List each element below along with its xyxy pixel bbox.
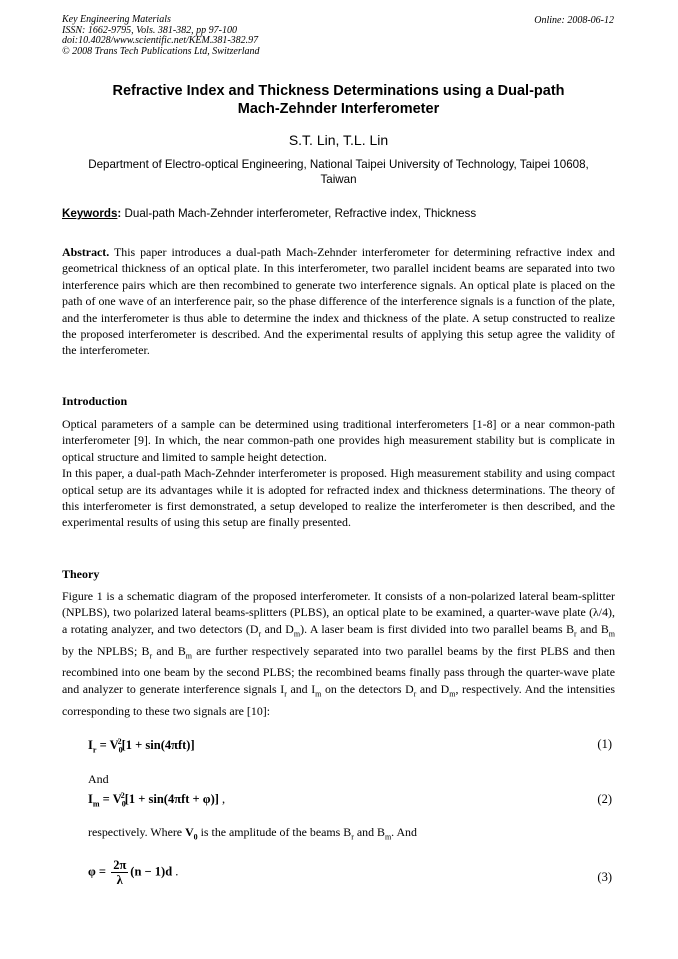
- equation-3-number: (3): [597, 870, 612, 884]
- keywords: [62, 207, 622, 220]
- theory-paragraph: [62, 588, 615, 719]
- paper-title: [62, 82, 615, 118]
- keywords-text: Dual-path Mach-Zehnder interferometer, Refractive index, Thickness: [121, 207, 477, 220]
- respectively-text: and B: [353, 825, 385, 839]
- respectively-text: respectively. Where: [88, 825, 186, 839]
- introduction-para-2: In this paper, a dual-path Mach-Zehnder interferometer is proposed. High measurement stability and using compact optical setup are its advantages while it is adopted for refracted index and thickness determinations. The theory of this interferometer is first demonstrated, a setup developed to realize the interferometer is then described, and the experimental results of using this setup are finally presented.: [62, 466, 615, 530]
- authors: S.T. Lin, T.L. Lin: [288, 132, 389, 148]
- journal-header: [62, 15, 260, 57]
- subscript: m: [293, 629, 301, 639]
- theory-text: Figure 1 is a schematic diagram of the proposed interferometer. It consists of a non-polarized lateral beam-splitter (NPLBS), two polarized lateral beams-splitters (PLBS), an optical plate to be examined, a quarter-wave plate (λ/4), a rotating analyzer, and two detectors (D: [62, 589, 615, 636]
- issn-line: ISSN: 1662-9795, Vols. 381-382, pp 97-100: [62, 24, 237, 36]
- equation-2-number: (2): [597, 792, 612, 806]
- doi-line: doi:10.4028/www.scientific.net/KEM.381-382.97: [62, 35, 259, 46]
- and-label: And: [88, 772, 109, 786]
- introduction-para-1: Optical parameters of a sample can be determined using traditional interferometers [1-8] or a near common-path interferometer [9]. In which, the near common-path one provides high measurement stability but is complicate in optical structure and limited to sample height detection.: [62, 417, 615, 464]
- journal-name: Key Engineering Materials: [62, 14, 171, 25]
- subscript: 0: [193, 832, 198, 842]
- theory-heading: Theory: [62, 567, 100, 581]
- introduction-body: [62, 416, 615, 531]
- respectively-text: is the amplitude of the beams B: [197, 825, 352, 839]
- subscript: m: [185, 650, 193, 660]
- online-date: Online: 2008-06-12: [534, 15, 614, 26]
- copyright-line: © 2008 Trans Tech Publications Ltd, Switzerland: [62, 45, 260, 57]
- theory-text: and I: [286, 681, 316, 696]
- affiliation-line-1: Department of Electro-optical Engineering, National Taipei University of Technology, Taipei 10608,: [88, 158, 589, 171]
- subscript: r: [258, 629, 262, 639]
- title-line-1: Refractive Index and Thickness Determinations using a Dual-path: [112, 83, 565, 99]
- subscript: m: [384, 832, 392, 842]
- equation-1-number: (1): [597, 737, 612, 751]
- subscript: r: [351, 832, 354, 842]
- v0-symbol: V: [185, 825, 194, 839]
- equation-1: $I_r = V_0^2[1 + \sin(4\pi ft)]$: [88, 737, 195, 755]
- theory-text: are further respectively separated into two parallel beams by the first PLBS and then recombined into one beam by the second PLBS; the recombined beams finally pass through the quarter-wave plate and analyzer to generate interference signals I: [62, 643, 616, 696]
- subscript: r: [413, 689, 417, 699]
- theory-text: and B: [152, 643, 186, 658]
- keywords-colon: :: [117, 207, 122, 220]
- keywords-label: Keywords: [62, 207, 118, 220]
- subscript: r: [574, 629, 577, 639]
- theory-text: and B: [576, 621, 609, 636]
- respectively-text: . And: [391, 825, 417, 839]
- subscript: r: [284, 689, 287, 699]
- theory-text: on the detectors D: [321, 681, 414, 696]
- abstract-text: This paper introduces a dual-path Mach-Zehnder interferometer for determining refractive index and geometrical thickness of an optical plate. In this interferometer, two parallel incident beams are separated into two interference pairs which are then recombined to generate two interference signals. An optical plate is placed on the path of one wave of an interference pair, so the phase difference of the interference signals is a function of the plate, and the interferometer is thus able to determine the index and thickness of the plate. A setup constructed to realize the proposed interferometer is described. And the experimental results of applying this setup agree the validity of the interferometer.: [62, 245, 615, 358]
- theory-text: by the NPLBS; B: [62, 643, 150, 658]
- abstract-label: Abstract.: [62, 245, 110, 259]
- respectively-line: [88, 825, 417, 841]
- theory-text: and D: [261, 621, 294, 636]
- subscript: r: [149, 650, 153, 660]
- subscript: m: [315, 689, 322, 699]
- theory-text: and D: [416, 681, 450, 696]
- subscript: m: [449, 689, 456, 699]
- theory-text: , respectively. And the intensities corresponding to these two signals are [10]:: [62, 681, 615, 718]
- equation-2: $I_m = V_0^2[1 + \sin(4\pi ft + \varphi)]$ ,: [88, 791, 226, 809]
- introduction-heading: Introduction: [62, 394, 128, 408]
- title-line-2: Mach-Zehnder Interferometer: [237, 101, 440, 117]
- equation-3: φ = $\frac{2\pi}{\lambda}$ (n − 1)d .: [88, 858, 179, 887]
- subscript: m: [608, 629, 616, 639]
- abstract: [62, 244, 615, 359]
- theory-text: ). A laser beam is first divided into two parallel beams B: [300, 621, 575, 636]
- affiliation: [62, 157, 615, 187]
- affiliation-line-2: Taiwan: [320, 173, 357, 186]
